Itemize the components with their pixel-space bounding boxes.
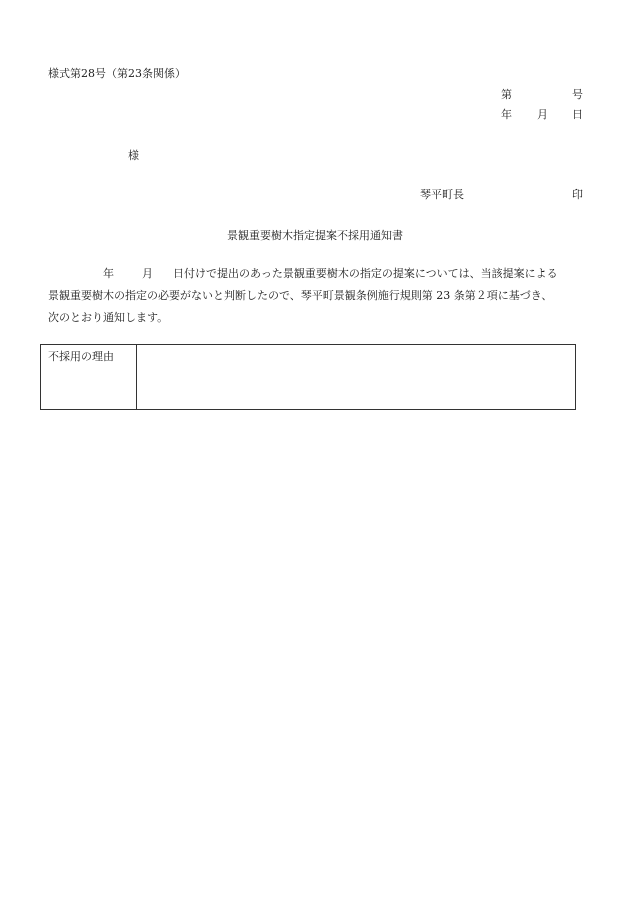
body-line-1 — [103, 268, 558, 279]
reason-value-cell[interactable] — [137, 345, 575, 409]
body-year-label: 年 — [103, 267, 114, 280]
reason-label: 不採用の理由 — [48, 350, 114, 363]
reason-table — [40, 344, 576, 410]
form-number: 様式第28号（第23条関係） — [48, 67, 186, 80]
reason-label-cell — [41, 345, 137, 409]
body-line-2: 景観重要樹木の指定の必要がないと判断したので、琴平町景観条例施行規則第 23 条第２項に基づき、 — [48, 289, 553, 302]
date-day-label: 日 — [572, 108, 583, 121]
document-number-prefix: 第 — [501, 88, 512, 101]
date-month-label: 月 — [537, 108, 548, 121]
sender-name: 琴平町長 — [420, 188, 464, 201]
seal-mark: 印 — [572, 188, 583, 201]
body-line-1-text: 日付けで提出のあった景観重要樹木の指定の提案については、当該提案による — [173, 267, 558, 280]
date-year-label: 年 — [501, 108, 512, 121]
body-month-label: 月 — [142, 267, 153, 280]
document-number-suffix: 号 — [572, 88, 583, 101]
addressee-honorific: 様 — [128, 149, 139, 162]
document-title: 景観重要樹木指定提案不採用通知書 — [227, 229, 403, 242]
body-line-3: 次のとおり通知します。 — [48, 311, 169, 324]
